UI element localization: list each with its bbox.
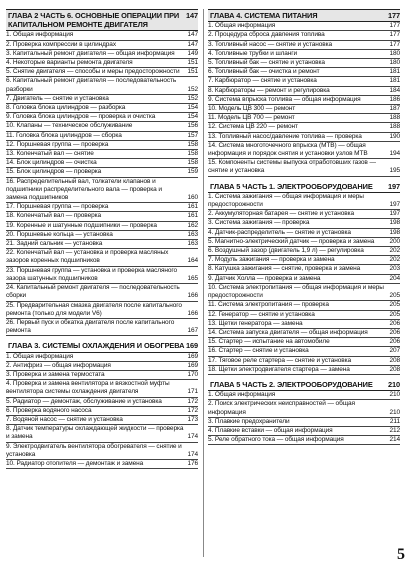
entry-page: 169: [187, 352, 198, 360]
entry-title: 7. Модуль зажигания — проверка и замена: [208, 256, 335, 264]
entry-page: 197: [389, 210, 400, 218]
entry-title: 7. Карбюратор — снятие и установка: [208, 77, 317, 85]
chapter-title: ГЛАВА 5 ЧАСТЬ 1. ЭЛЕКТРООБОРУДОВАНИЕ: [210, 181, 373, 191]
entry-title: 12. Поршневая группа — проверка: [6, 140, 109, 148]
entry-title: 6. Топливный бак — очистка и ремонт: [208, 68, 320, 76]
toc-entry: [208, 229, 400, 238]
toc-entry: [208, 210, 400, 219]
entry-title: 18. Щетки электродвигателя стартера — замена: [208, 365, 350, 373]
entry-title: 3. Капитальный ремонт двигателя — общая информация: [6, 49, 175, 57]
entry-title: 1. Общая информация: [208, 22, 276, 30]
toc-entry: [6, 443, 198, 460]
chapter-entries: [208, 391, 400, 445]
entry-page: 197: [389, 201, 400, 209]
entry-page: 205: [389, 292, 400, 300]
entry-page: 157: [187, 131, 198, 139]
entry-page: 165: [187, 274, 198, 282]
entry-title: 1. Система зажигания — общая информация и меры предосторожности: [208, 192, 364, 209]
toc-entry: [6, 141, 198, 150]
toc-entry: [6, 50, 198, 59]
entry-title: 3. Проверка и замена термостата: [6, 370, 105, 378]
toc-entry: [6, 249, 198, 266]
entry-page: 206: [389, 338, 400, 346]
entry-page: 154: [187, 113, 198, 121]
toc-entry: [208, 275, 400, 284]
column-divider: [203, 9, 204, 557]
entry-title: 14. Система запуска двигателя — общая информация: [208, 328, 368, 336]
entry-title: 20. Поршневые кольца — установка: [6, 230, 113, 238]
toc-entry: [208, 301, 400, 310]
entry-title: 10. Клапаны — техническое обслуживание: [6, 122, 133, 130]
page-number: 5: [397, 546, 405, 563]
entry-page: 194: [389, 150, 400, 158]
entry-page: 172: [187, 406, 198, 414]
entry-page: 198: [389, 219, 400, 227]
entry-title: 14. Блок цилиндров — очистка: [6, 159, 97, 167]
entry-page: 205: [389, 301, 400, 309]
entry-page: 203: [389, 265, 400, 273]
entry-title: 3. Топливный насос — снятие и установка: [208, 40, 333, 48]
entry-page: 184: [389, 86, 400, 94]
toc-entry: [208, 77, 400, 86]
entry-page: 181: [389, 77, 400, 85]
chapter-page: 197: [387, 181, 400, 191]
entry-title: 8. Датчик температуры охлаждающей жидкости — проверка и замена: [6, 425, 184, 441]
entry-page: 161: [187, 203, 198, 211]
entry-title: 13. Топливный насос/давление топлива — проверка: [208, 132, 362, 140]
entry-title: 11. Система электропитания — проверка: [208, 301, 329, 309]
entry-page: 169: [187, 361, 198, 369]
toc-entry: [208, 96, 400, 105]
entry-title: 16. Распределительный вал, толкатели клапанов и подшипники распределительного вала — проверка и замена подшипников: [6, 177, 162, 202]
entry-page: 170: [187, 370, 198, 378]
toc-entry: [6, 284, 198, 301]
entry-title: 19. Коренные и шатунные подшипники — проверка: [6, 221, 157, 229]
entry-title: 26. Первый пуск и обкатка двигателя после капитального ремонта: [6, 318, 175, 335]
toc-entry: [208, 193, 400, 210]
entry-title: 6. Проверка водяного насоса: [6, 406, 92, 414]
entry-page: 187: [389, 105, 400, 113]
entry-page: 147: [187, 40, 198, 48]
entry-page: 163: [187, 230, 198, 238]
chapter-page: 147: [185, 11, 198, 20]
entry-title: 4. Топливные трубки и шланги: [208, 49, 298, 57]
toc-entry: [6, 302, 198, 319]
toc-entry: [208, 436, 400, 445]
toc-entry: [208, 41, 400, 50]
entry-page: 152: [187, 94, 198, 102]
toc-entry: [208, 427, 400, 436]
entry-page: 195: [389, 167, 400, 175]
entry-title: 5. Снятие двигателя — способы и меры предосторожности: [6, 68, 180, 76]
entry-title: 17. Тяговое реле стартера — снятие и установка: [208, 356, 351, 364]
entry-title: 11. Головка блока цилиндров — сборка: [6, 131, 122, 139]
toc-entry: [6, 460, 198, 469]
entry-title: 1. Общая информация: [208, 391, 276, 399]
entry-page: 174: [187, 433, 198, 441]
toc-column-right: [208, 9, 400, 445]
entry-title: 2. Проверка компрессии в цилиндрах: [6, 40, 116, 48]
entry-page: 147: [187, 31, 198, 39]
chapter-title: ГЛАВА 5 ЧАСТЬ 2. ЭЛЕКТРООБОРУДОВАНИЕ: [210, 379, 373, 389]
toc-entry: [6, 353, 198, 362]
toc-entry: [6, 159, 198, 168]
toc-entry: [6, 267, 198, 284]
entry-page: 190: [389, 132, 400, 140]
entry-title: 5. Реле обратного тока — общая информация: [208, 436, 344, 444]
entry-title: 9. Головка блока цилиндров — проверка и очистка: [6, 113, 156, 121]
entry-page: 159: [187, 168, 198, 176]
toc-entry: [208, 219, 400, 228]
entry-title: 7. Двигатель — снятие и установка: [6, 94, 109, 102]
entry-page: 214: [389, 436, 400, 444]
toc-entry: [208, 133, 400, 142]
toc-entry: [208, 329, 400, 338]
toc-entry: [6, 398, 198, 407]
entry-title: 10. Модель ЦВ 300 — ремонт: [208, 105, 296, 113]
entry-page: 151: [187, 68, 198, 76]
toc-entry: [208, 256, 400, 265]
toc-entry: [6, 231, 198, 240]
entry-page: 166: [187, 309, 198, 317]
entry-title: 9. Электродвигатель вентилятора обогревателя — снятие и установка: [6, 442, 182, 458]
toc-entry: [208, 391, 400, 400]
entry-title: 16. Стартер — снятие и установка: [208, 347, 309, 355]
chapter-entries: [208, 22, 400, 176]
entry-title: 13. Щетки генератора — замена: [208, 319, 303, 327]
entry-page: 163: [187, 240, 198, 248]
toc-entry: [6, 122, 198, 131]
entry-page: 208: [389, 356, 400, 364]
chapter-page: 210: [387, 379, 400, 389]
toc-entry: [208, 320, 400, 329]
toc-entry: [208, 265, 400, 274]
entry-page: 198: [389, 228, 400, 236]
entry-page: 188: [389, 114, 400, 122]
entry-page: 206: [389, 328, 400, 336]
chapter-heading: [6, 340, 198, 352]
chapter-title: ГЛАВА 2 ЧАСТЬ 6. ОСНОВНЫЕ ОПЕРАЦИИ ПРИ КАПИТАЛЬНОМ РЕМОНТЕ ДВИГАТЕЛЯ: [8, 11, 180, 30]
entry-title: 9. Датчик Холла — проверка и замена: [208, 274, 321, 282]
toc-entry: [6, 168, 198, 177]
entry-title: 4. Плавкие вставки — общая информация: [208, 426, 333, 434]
toc-entry: [6, 59, 198, 68]
entry-page: 207: [389, 347, 400, 355]
toc-entry: [208, 357, 400, 366]
entry-page: 177: [389, 22, 400, 30]
toc-entry: [6, 362, 198, 371]
entry-page: 202: [389, 256, 400, 264]
entry-title: 9. Система впрыска топлива — общая информация: [208, 95, 361, 103]
entry-title: 24. Капитальный ремонт двигателя — последовательность сборки: [6, 284, 180, 300]
entry-title: 2. Антифриз — общая информация: [6, 361, 111, 369]
entry-title: 2. Аккумуляторная батарея — снятие и установка: [208, 210, 354, 218]
toc-entry: [6, 150, 198, 159]
entry-page: 171: [187, 388, 198, 396]
entry-title: 1. Общая информация: [6, 352, 74, 360]
entry-page: 161: [187, 212, 198, 220]
entry-title: 5. Радиатор — демонтаж, обслуживание и установка: [6, 397, 162, 405]
toc-entry: [6, 178, 198, 204]
entry-page: 210: [389, 408, 400, 416]
entry-title: 7. Водяной насос — снятие и установка: [6, 415, 123, 423]
entry-title: 3. Плавкие предохранители: [208, 417, 290, 425]
entry-title: 8. Карбюраторы — ремонт и регулировка: [208, 86, 330, 94]
toc-entry: [208, 31, 400, 40]
entry-page: 156: [187, 122, 198, 130]
entry-page: 164: [187, 257, 198, 265]
chapter-entries: [208, 193, 400, 375]
entry-title: 10. Радиатор отопителя — демонтаж и замена: [6, 459, 144, 467]
entry-page: 212: [389, 426, 400, 434]
entry-title: 18. Коленчатый вал — проверка: [6, 212, 102, 220]
entry-title: 22. Коленчатый вал — установка и проверка масляных зазоров коренных подшипников: [6, 249, 169, 265]
toc-entry: [208, 347, 400, 356]
entry-title: 12. Генератор — снятие и установка: [208, 310, 315, 318]
toc-entry: [6, 77, 198, 94]
entry-page: 166: [187, 292, 198, 300]
toc-entry: [208, 123, 400, 132]
toc-entry: [6, 212, 198, 221]
chapter-heading: [208, 181, 400, 193]
entry-page: 188: [389, 123, 400, 131]
toc-entry: [6, 240, 198, 249]
entry-title: 2. Поиск электрических неисправностей — общая информация: [208, 400, 355, 416]
entry-page: 177: [389, 40, 400, 48]
entry-page: 205: [389, 310, 400, 318]
entry-page: 154: [187, 104, 198, 112]
entry-page: 204: [389, 274, 400, 282]
entry-title: 4. Датчик-распределитель — снятие и установка: [208, 228, 351, 236]
entry-title: 15. Стартер — испытание на автомобиле: [208, 338, 330, 346]
entry-page: 210: [389, 391, 400, 399]
chapter-entries: [6, 353, 198, 470]
toc-entry: [208, 284, 400, 301]
entry-page: 180: [389, 49, 400, 57]
toc-entry: [208, 366, 400, 375]
entry-page: 208: [389, 365, 400, 373]
toc-entry: [208, 338, 400, 347]
entry-title: 15. Блок цилиндров — проверка: [6, 168, 102, 176]
entry-page: 160: [187, 194, 198, 202]
entry-page: 172: [187, 397, 198, 405]
entry-page: 200: [389, 237, 400, 245]
entry-page: 149: [187, 49, 198, 57]
entry-page: 206: [389, 319, 400, 327]
entry-title: 5. Магнитно-электрический датчик — проверка и замена: [208, 237, 375, 245]
entry-title: 4. Некоторые варианты ремонта двигателя: [6, 59, 133, 67]
entry-page: 167: [187, 327, 198, 335]
toc-entry: [208, 247, 400, 256]
toc-page: [6, 9, 406, 564]
toc-entry: [208, 87, 400, 96]
entry-page: 174: [187, 450, 198, 458]
toc-entry: [6, 104, 198, 113]
chapter-title: ГЛАВА 3. СИСТЕМЫ ОХЛАЖДЕНИЯ И ОБОГРЕВА: [8, 341, 185, 351]
entry-page: 180: [389, 59, 400, 67]
entry-title: 13. Коленчатый вал — снятие: [6, 150, 94, 158]
chapter-title: ГЛАВА 4. СИСТЕМА ПИТАНИЯ: [210, 11, 318, 20]
toc-column-left: [6, 9, 198, 469]
entry-page: 177: [389, 31, 400, 39]
entry-title: 1. Общая информация: [6, 31, 74, 39]
entry-title: 15. Компоненты системы выпуска отработовших газов — снятие и установка: [208, 159, 376, 175]
toc-entry: [208, 311, 400, 320]
toc-entry: [208, 142, 400, 159]
entry-page: 173: [187, 415, 198, 423]
entry-title: 12. Система ЦВ 220 — ремонт: [208, 123, 298, 131]
entry-title: 8. Головка блока цилиндров — разборка: [6, 104, 126, 112]
chapter-heading: [208, 379, 400, 391]
toc-entry: [6, 407, 198, 416]
toc-entry: [208, 418, 400, 427]
toc-entry: [208, 105, 400, 114]
entry-title: 11. Модель ЦВ 700 — ремонт: [208, 114, 295, 122]
entry-title: 10. Система электропитания — общая информация и меры предосторожности: [208, 283, 384, 300]
entry-title: 4. Проверка и замена вентилятора и вязкостной муфты вентилятора системы охлаждения двигателя: [6, 380, 170, 396]
toc-entry: [6, 95, 198, 104]
toc-entry: [208, 238, 400, 247]
toc-entry: [6, 31, 198, 40]
entry-page: 158: [187, 159, 198, 167]
entry-page: 158: [187, 140, 198, 148]
entry-page: 211: [389, 417, 400, 425]
toc-entry: [6, 222, 198, 231]
toc-entry: [6, 319, 198, 336]
entry-title: 23. Поршневая группа — установка и проверка масляного зазора шатунных подшипников: [6, 266, 178, 282]
entry-page: 176: [187, 459, 198, 467]
chapter-heading: [208, 9, 400, 22]
toc-entry: [208, 59, 400, 68]
toc-entry: [6, 132, 198, 141]
entry-title: 8. Катушка зажигания — снятие, проверка и замена: [208, 265, 361, 273]
entry-page: 152: [187, 85, 198, 93]
entry-title: 17. Поршневая группа — проверка: [6, 203, 109, 211]
entry-title: 14. Система многоточечного впрыска (МТВ) — общая информация и порядок снятия и установки узлов МТВ: [208, 141, 368, 158]
entry-title: 3. Система зажигания — проверка: [208, 219, 310, 227]
entry-title: 25. Предварительная смазка двигателя после капитального ремонта (только для модели V6): [6, 301, 182, 317]
toc-entry: [208, 114, 400, 123]
toc-entry: [6, 425, 198, 442]
toc-entry: [6, 416, 198, 425]
entry-title: 6. Капитальный ремонт двигателя — последовательность разборки: [6, 77, 177, 93]
entry-title: 2. Процедура сброса давления топлива: [208, 31, 325, 39]
chapter-page: 177: [387, 11, 400, 20]
chapter-page: 169: [185, 341, 198, 351]
chapter-heading: [6, 9, 198, 31]
toc-entry: [208, 50, 400, 59]
entry-page: 202: [389, 247, 400, 255]
toc-entry: [208, 159, 400, 176]
toc-entry: [6, 380, 198, 397]
entry-page: 181: [389, 68, 400, 76]
entry-page: 162: [187, 221, 198, 229]
toc-entry: [208, 400, 400, 417]
entry-title: 21. Задний сальник — установка: [6, 240, 103, 248]
toc-entry: [6, 41, 198, 50]
entry-title: 5. Топливный бак — снятие и установка: [208, 59, 325, 67]
chapter-entries: [6, 31, 198, 336]
entry-page: 151: [187, 59, 198, 67]
entry-page: 186: [389, 95, 400, 103]
entry-page: 158: [187, 150, 198, 158]
toc-entry: [6, 371, 198, 380]
entry-title: 6. Воздушный зазор (двигатель 1,9 л) — регулировка: [208, 247, 364, 255]
